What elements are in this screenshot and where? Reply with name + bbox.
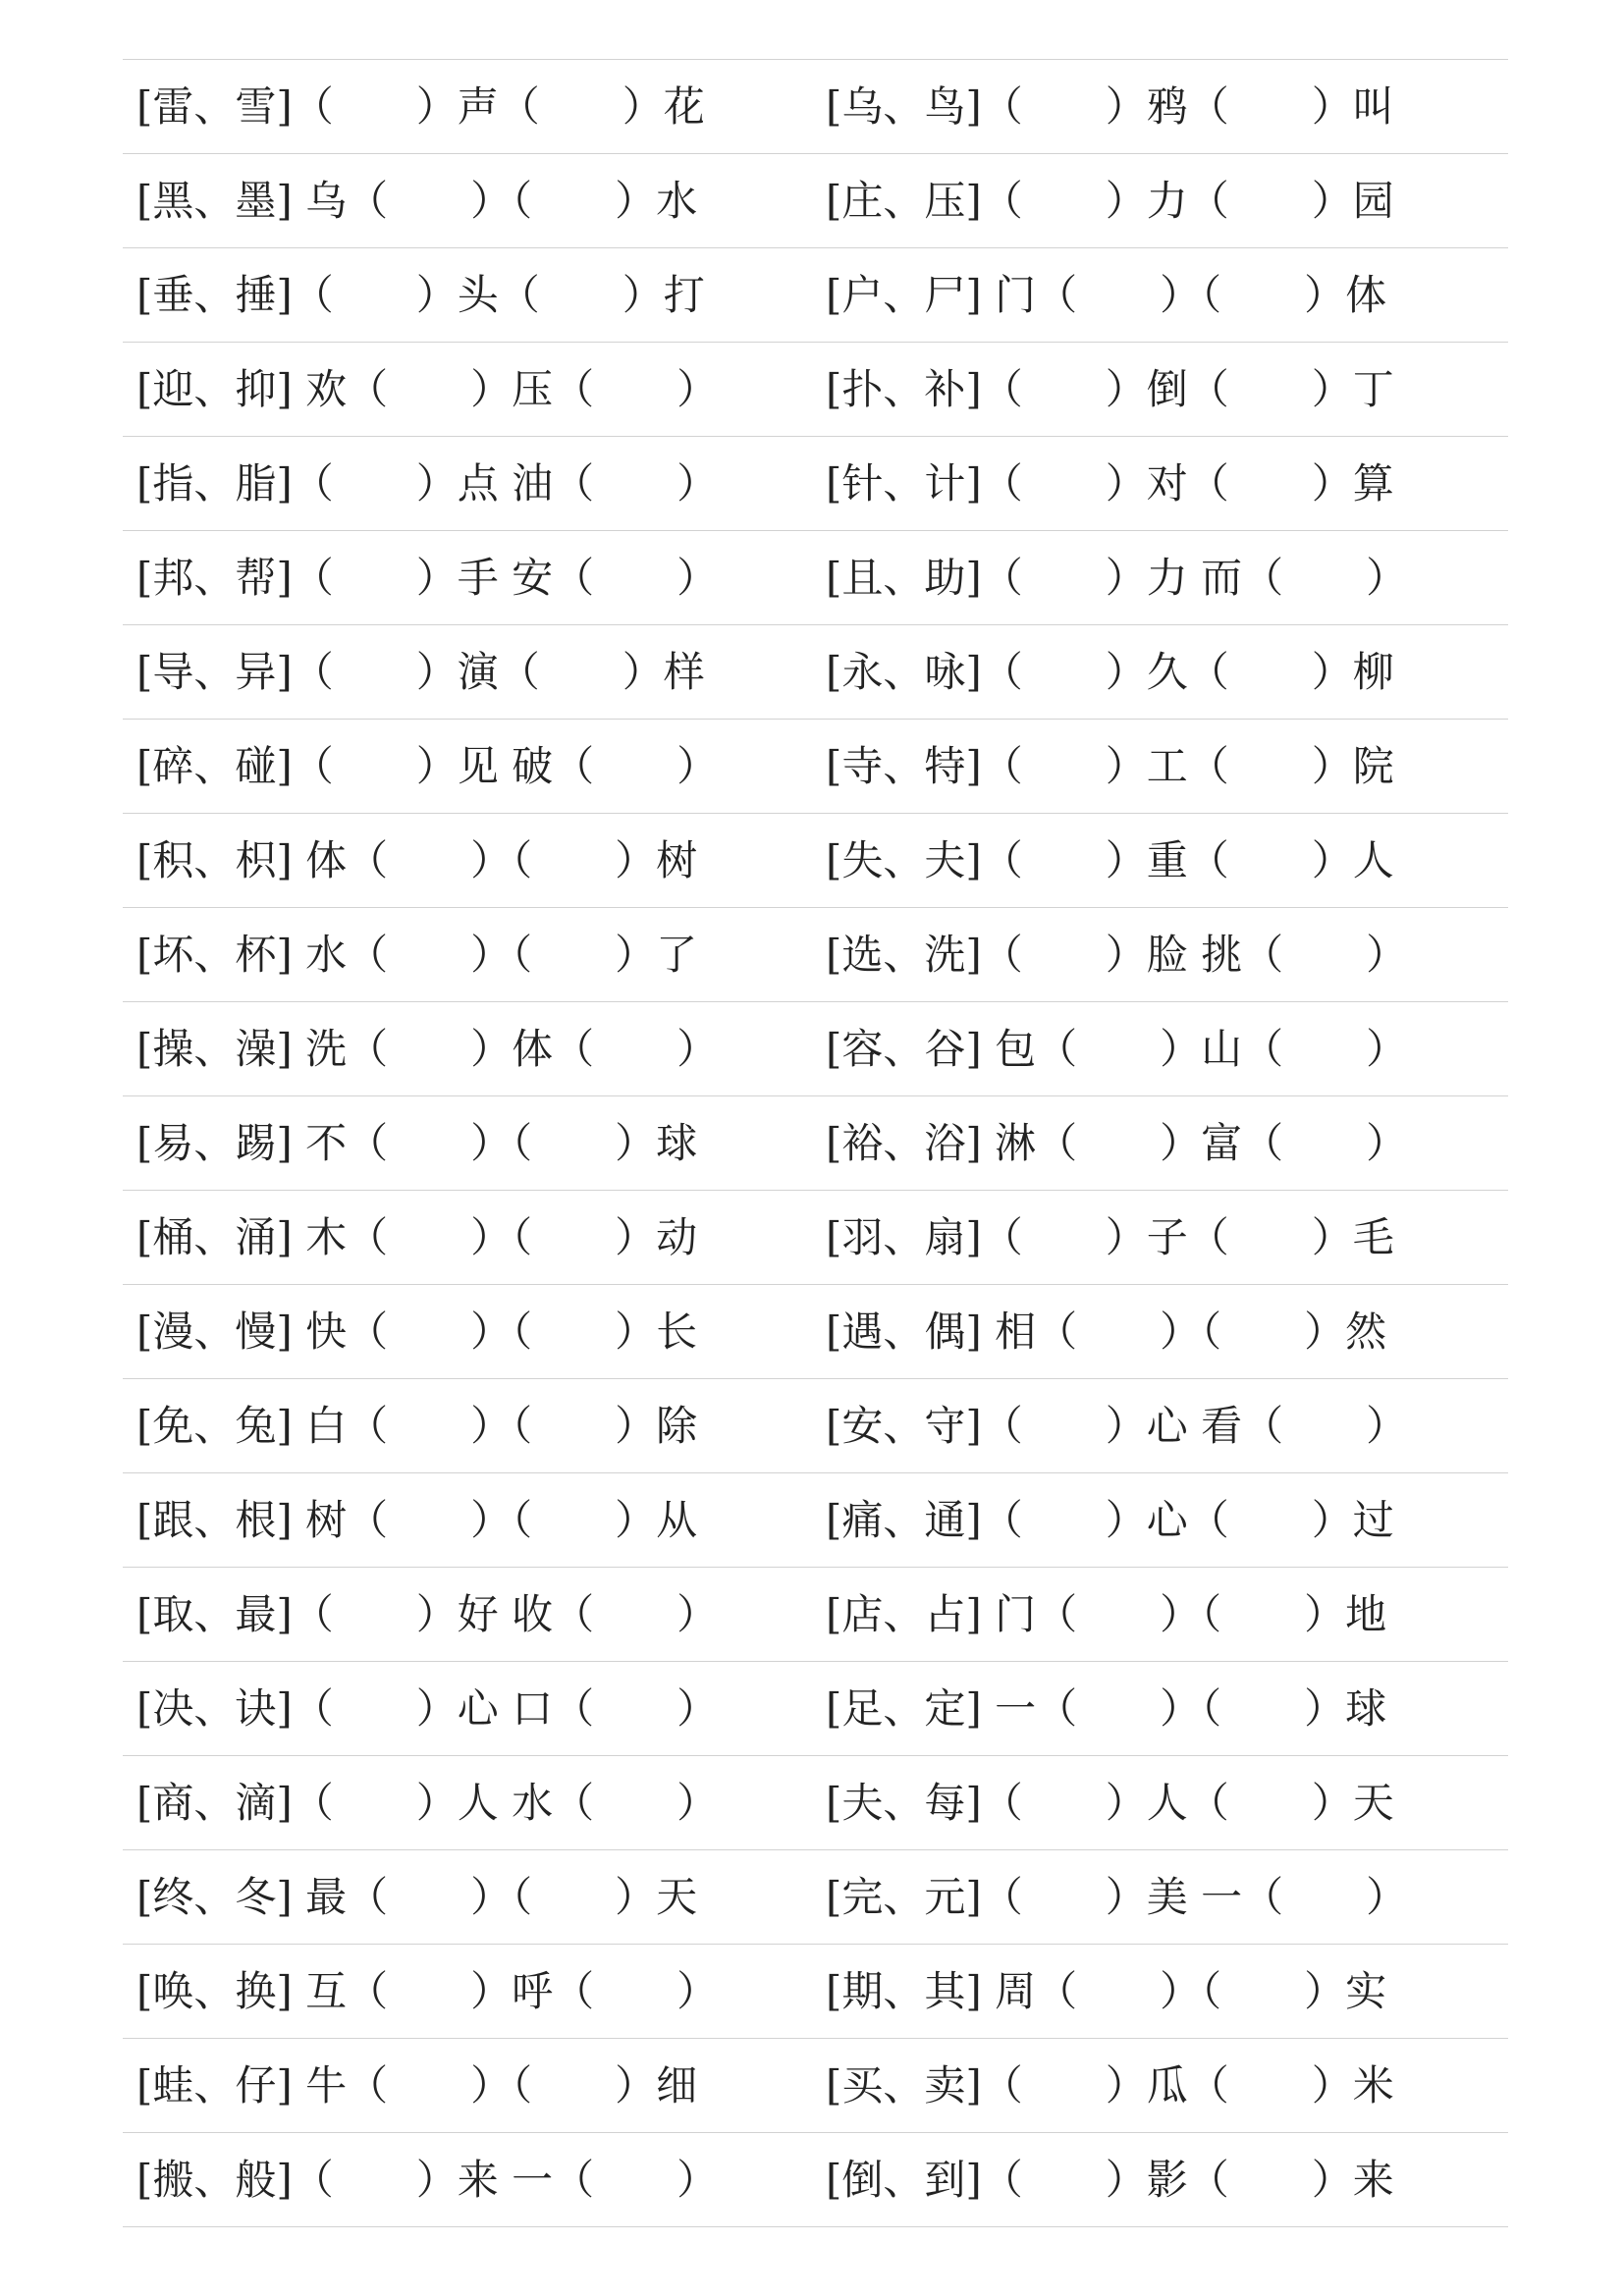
- exercise-right: [完、元]（ ）美 一（ ）: [826, 1873, 1408, 1921]
- exercise-left: [邦、帮]（ ）手 安（ ）: [136, 554, 719, 602]
- exercise-left: [垂、捶]（ ）头（ ）打: [136, 271, 705, 319]
- exercise-row: [123, 1379, 1508, 1473]
- exercise-left: [跟、根] 树（ ）（ ）从: [136, 1496, 698, 1544]
- exercise-right: [羽、扇]（ ）子（ ）毛: [826, 1213, 1394, 1261]
- exercise-left: [取、最]（ ）好 收（ ）: [136, 1590, 719, 1638]
- exercise-row: [123, 1945, 1508, 2039]
- exercise-right: [裕、浴] 淋（ ）富（ ）: [826, 1119, 1408, 1167]
- exercise-row: [123, 2039, 1508, 2133]
- exercise-row: [123, 2133, 1508, 2227]
- exercise-left: [坏、杯] 水（ ）（ ）了: [136, 931, 698, 979]
- exercise-right: [寺、特]（ ）工（ ）院: [826, 742, 1394, 790]
- exercise-right: [永、咏]（ ）久（ ）柳: [826, 648, 1394, 696]
- exercise-right: [选、洗]（ ）脸 挑（ ）: [826, 931, 1408, 979]
- exercise-row: [123, 1191, 1508, 1285]
- exercise-left: [终、冬] 最（ ）（ ）天: [136, 1873, 698, 1921]
- exercise-right: [乌、鸟]（ ）鸦（ ）叫: [826, 82, 1394, 131]
- exercise-row: [123, 720, 1508, 814]
- exercise-left: [商、滴]（ ）人 水（ ）: [136, 1779, 719, 1827]
- exercise-left: [碎、碰]（ ）见 破（ ）: [136, 742, 719, 790]
- exercise-row: [123, 1662, 1508, 1756]
- exercise-right: [失、夫]（ ）重（ ）人: [826, 836, 1394, 884]
- exercise-right: [倒、到]（ ）影（ ）来: [826, 2156, 1394, 2204]
- exercise-row: [123, 814, 1508, 908]
- exercise-row: [123, 1756, 1508, 1850]
- exercise-right: [买、卖]（ ）瓜（ ）米: [826, 2061, 1394, 2109]
- exercise-row: [123, 908, 1508, 1002]
- exercise-left: [黑、墨] 乌（ ）（ ）水: [136, 177, 698, 225]
- exercise-right: [安、守]（ ）心 看（ ）: [826, 1402, 1408, 1450]
- exercise-row: [123, 343, 1508, 437]
- exercise-row: [123, 1285, 1508, 1379]
- exercise-right: [店、占] 门（ ）（ ）地: [826, 1590, 1387, 1638]
- exercise-left: [决、诀]（ ）心 口（ ）: [136, 1684, 719, 1733]
- exercise-left: [免、兔] 白（ ）（ ）除: [136, 1402, 698, 1450]
- exercise-row: [123, 531, 1508, 625]
- exercise-right: [遇、偶] 相（ ）（ ）然: [826, 1308, 1387, 1356]
- exercise-left: [漫、慢] 快（ ）（ ）长: [136, 1308, 698, 1356]
- exercise-left: [桶、涌] 木（ ）（ ）动: [136, 1213, 698, 1261]
- exercise-left: [搬、般]（ ）来 一（ ）: [136, 2156, 719, 2204]
- exercise-row: [123, 1473, 1508, 1568]
- exercise-right: [容、谷] 包（ ）山（ ）: [826, 1025, 1408, 1073]
- exercise-right: [庄、压]（ ）力（ ）园: [826, 177, 1394, 225]
- exercise-left: [导、异]（ ）演（ ）样: [136, 648, 705, 696]
- exercise-right: [期、其] 周（ ）（ ）实: [826, 1967, 1387, 2015]
- exercise-row: [123, 1568, 1508, 1662]
- exercise-sheet: [123, 59, 1508, 2227]
- exercise-right: [夫、每]（ ）人（ ）天: [826, 1779, 1394, 1827]
- exercise-row: [123, 625, 1508, 720]
- exercise-left: [蛙、仔] 牛（ ）（ ）细: [136, 2061, 698, 2109]
- exercise-row: [123, 1002, 1508, 1096]
- exercise-left: [唤、换] 互（ ）呼（ ）: [136, 1967, 719, 2015]
- exercise-row: [123, 1850, 1508, 1945]
- exercise-right: [针、计]（ ）对（ ）算: [826, 459, 1394, 507]
- exercise-left: [操、澡] 洗（ ）体（ ）: [136, 1025, 719, 1073]
- exercise-row: [123, 1096, 1508, 1191]
- exercise-left: [积、枳] 体（ ）（ ）树: [136, 836, 698, 884]
- exercise-row: [123, 154, 1508, 248]
- exercise-row: [123, 60, 1508, 154]
- exercise-left: [易、踢] 不（ ）（ ）球: [136, 1119, 698, 1167]
- exercise-row: [123, 248, 1508, 343]
- exercise-right: [且、助]（ ）力 而（ ）: [826, 554, 1408, 602]
- exercise-right: [痛、通]（ ）心（ ）过: [826, 1496, 1394, 1544]
- exercise-right: [户、尸] 门（ ）（ ）体: [826, 271, 1387, 319]
- exercise-row: [123, 437, 1508, 531]
- exercise-left: [迎、抑] 欢（ ）压（ ）: [136, 365, 719, 413]
- exercise-left: [指、脂]（ ）点 油（ ）: [136, 459, 719, 507]
- exercise-right: [扑、补]（ ）倒（ ）丁: [826, 365, 1394, 413]
- exercise-right: [足、定] 一（ ）（ ）球: [826, 1684, 1387, 1733]
- exercise-left: [雷、雪]（ ）声（ ）花: [136, 82, 705, 131]
